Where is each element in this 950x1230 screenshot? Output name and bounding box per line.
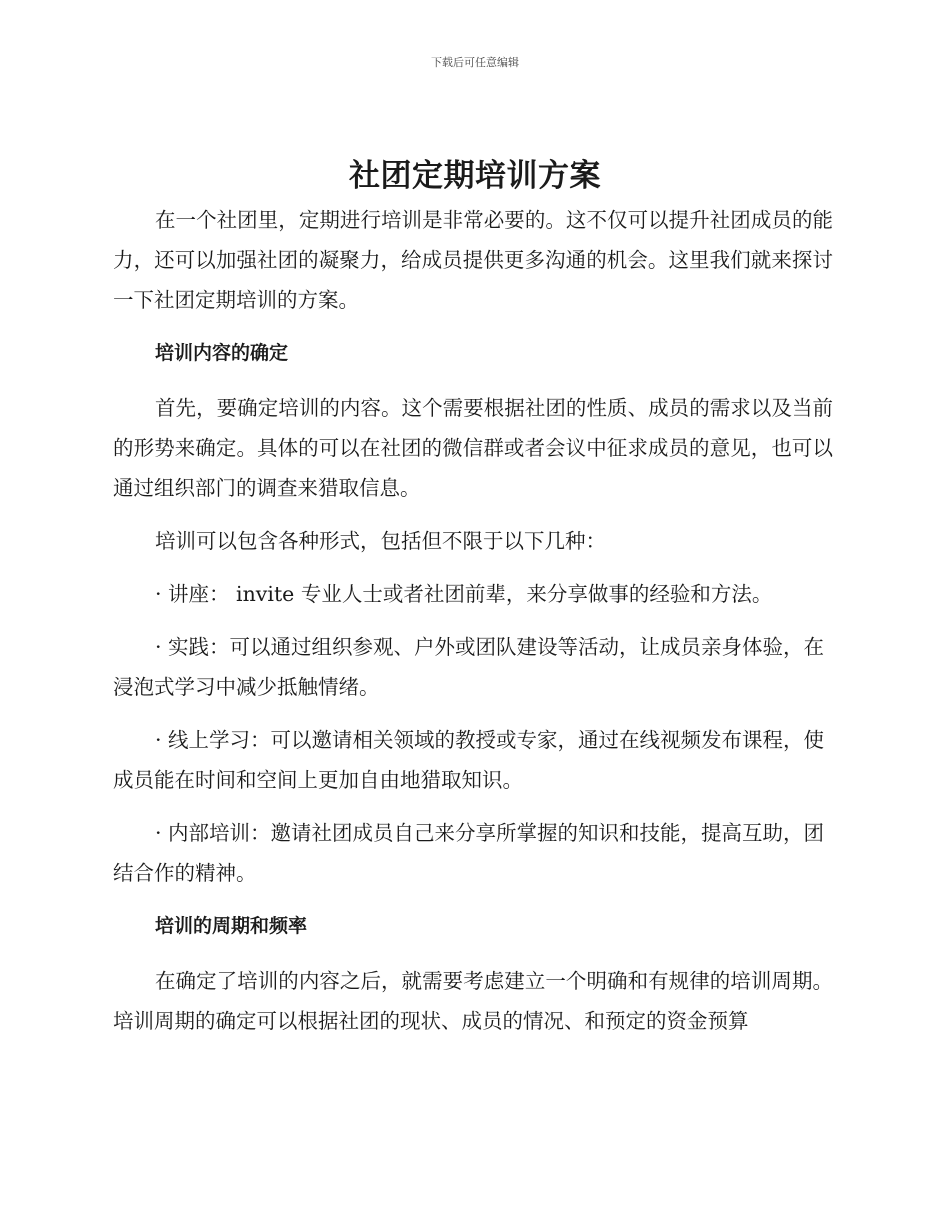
section1-paragraph-1: 首先，要确定培训的内容。这个需要根据社团的性质、成员的需求以及当前的形势来确定。具体的可以在社团的微信群或者会议中征求成员的意见，也可以通过组织部门的调查来猎取信息。 <box>113 396 833 500</box>
section-heading-content: 培训内容的确定 <box>155 342 289 364</box>
bullet-practice: · 实践：可以通过组织参观、户外或团队建设等活动，让成员亲身体验，在浸泡式学习中减少抵触情绪。 <box>113 635 825 699</box>
bullet-internal-training: · 内部培训：邀请社团成员自己来分享所掌握的知识和技能，提高互助，团结合作的精神。 <box>113 821 825 885</box>
header-note: 下载后可任意编辑 <box>431 56 519 69</box>
document-title: 社团定期培训方案 <box>349 158 601 194</box>
bullet-lecture: · 讲座： invite 专业人士或者社团前辈，来分享做事的经验和方法。 <box>155 582 773 606</box>
document-body <box>113 200 833 1054</box>
section-heading-cycle: 培训的周期和频率 <box>155 915 308 937</box>
bullet-online-learning: · 线上学习：可以邀请相关领域的教授或专家，通过在线视频发布课程，使成员能在时间和空间上更加自由地猎取知识。 <box>113 728 825 792</box>
intro-paragraph: 在一个社团里，定期进行培训是非常必要的。这不仅可以提升社团成员的能力，还可以加强社团的凝聚力，给成员提供更多沟通的机会。这里我们就来探讨一下社团定期培训的方案。 <box>113 208 833 312</box>
section2-paragraph-1: 在确定了培训的内容之后，就需要考虑建立一个明确和有规律的培训周期。培训周期的确定可以根据社团的现状、成员的情况、和预定的资金预算 <box>113 969 833 1033</box>
section1-paragraph-2: 培训可以包含各种形式，包括但不限于以下几种： <box>155 529 606 553</box>
